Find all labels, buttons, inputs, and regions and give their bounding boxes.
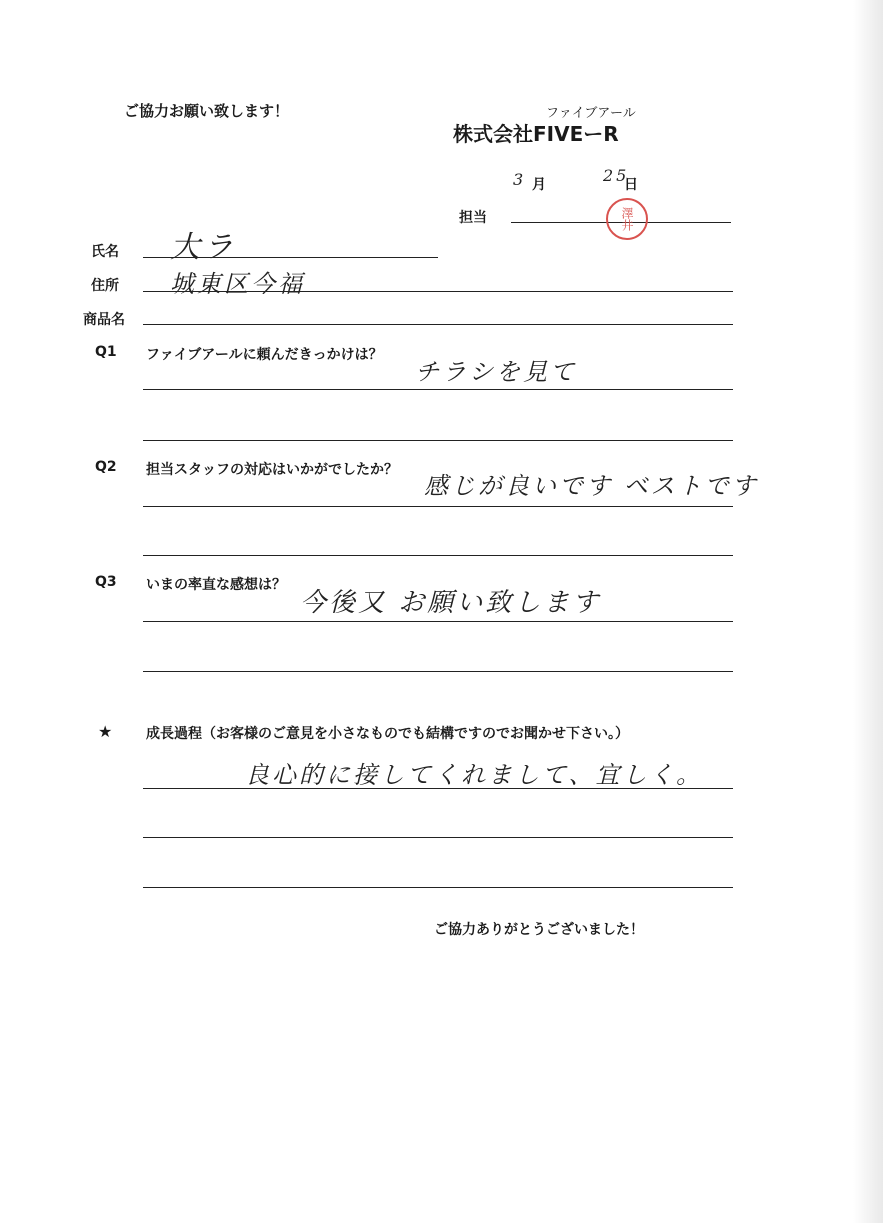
staff-seal-stamp: 澤井 [606,198,648,240]
q2-question: 担当スタッフの対応はいかがでしたか？ [146,462,398,478]
q1-question: ファイブアールに頼んだきっかけは？ [146,347,383,363]
address-value: 城東区今福 [170,270,305,298]
date-month-value: 3 [513,170,527,189]
feedback-answer: 良心的に接してくれまして、宜しく。 [245,761,704,789]
name-label: 氏名 [91,244,119,260]
q1-number: Q1 [95,344,117,360]
address-line [143,291,733,292]
q3-line-2 [143,671,733,672]
feedback-line-1 [143,788,733,789]
q3-number: Q3 [95,574,117,590]
request-text: ご協力お願い致します！ [124,102,290,120]
feedback-line-2 [143,837,733,838]
address-label: 住所 [91,278,119,294]
q2-answer: 感じが良いです ベストです [424,472,759,500]
q1-answer: チラシを見て [415,358,577,386]
feedback-line-3 [143,887,733,888]
staff-label: 担当 [459,210,487,226]
q1-line-2 [143,440,733,441]
date-day-label: 日 [624,177,638,193]
name-line [143,257,438,258]
q2-line-1 [143,506,733,507]
q3-line-1 [143,621,733,622]
name-value: 大ラ [170,230,236,265]
q2-number: Q2 [95,459,117,475]
date-month-label: 月 [532,177,546,193]
thanks-text: ご協力ありがとうございました！ [434,922,644,938]
company-kana: ファイブアール [546,106,636,121]
product-line [143,324,733,325]
company-name: 株式会社FIVEーR [453,122,619,146]
q1-line-1 [143,389,733,390]
star-icon: ★ [98,722,113,741]
paper-shadow-edge [853,0,883,1223]
date-day-value: 25 [603,166,630,185]
q3-answer: 今後又 お願い致します [300,588,602,618]
q3-question: いまの率直な感想は？ [146,577,286,593]
product-label: 商品名 [83,312,125,328]
q2-line-2 [143,555,733,556]
feedback-prompt: 成長過程（お客様のご意見を小さなものでも結構ですのでお聞かせ下さい。） [146,726,629,742]
